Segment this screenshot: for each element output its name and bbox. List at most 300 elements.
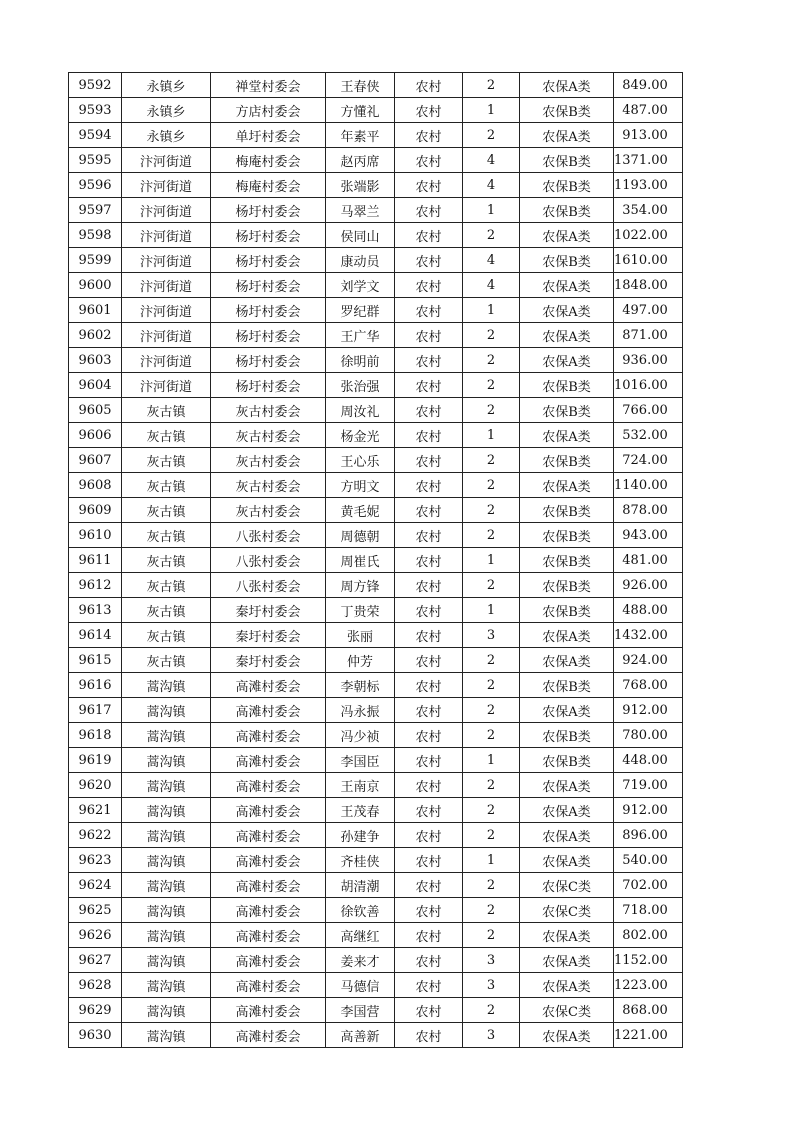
person-name-cell: 张治强 xyxy=(326,373,395,398)
household-type-cell: 农村 xyxy=(395,998,463,1023)
record-id-cell: 9623 xyxy=(69,848,122,873)
household-type-cell: 农村 xyxy=(395,823,463,848)
insurance-category-cell: 农保B类 xyxy=(520,548,614,573)
family-size-cell: 2 xyxy=(463,373,520,398)
record-id-cell: 9597 xyxy=(69,198,122,223)
record-id-cell: 9596 xyxy=(69,173,122,198)
family-size-cell: 1 xyxy=(463,298,520,323)
family-size-cell: 2 xyxy=(463,398,520,423)
record-id-cell: 9619 xyxy=(69,748,122,773)
table-row xyxy=(69,1023,683,1048)
family-size-cell: 2 xyxy=(463,823,520,848)
household-type-cell: 农村 xyxy=(395,148,463,173)
person-name-cell: 赵丙席 xyxy=(326,148,395,173)
family-size-cell: 3 xyxy=(463,1023,520,1048)
table-row xyxy=(69,423,683,448)
insurance-category-cell: 农保A类 xyxy=(520,648,614,673)
insurance-category-cell: 农保C类 xyxy=(520,998,614,1023)
person-name-cell: 年素平 xyxy=(326,123,395,148)
family-size-cell: 1 xyxy=(463,423,520,448)
amount-cell: 540.00 xyxy=(614,848,683,873)
village-committee-cell: 秦圩村委会 xyxy=(211,598,326,623)
township-cell: 灰古镇 xyxy=(122,598,211,623)
amount-cell: 1432.00 xyxy=(614,623,683,648)
person-name-cell: 李国营 xyxy=(326,998,395,1023)
village-committee-cell: 高滩村委会 xyxy=(211,673,326,698)
village-committee-cell: 高滩村委会 xyxy=(211,898,326,923)
insurance-category-cell: 农保B类 xyxy=(520,448,614,473)
table-row xyxy=(69,923,683,948)
family-size-cell: 2 xyxy=(463,498,520,523)
village-committee-cell: 灰古村委会 xyxy=(211,423,326,448)
township-cell: 蒿沟镇 xyxy=(122,973,211,998)
family-size-cell: 3 xyxy=(463,623,520,648)
village-committee-cell: 杨圩村委会 xyxy=(211,223,326,248)
family-size-cell: 2 xyxy=(463,323,520,348)
family-size-cell: 2 xyxy=(463,773,520,798)
insurance-category-cell: 农保B类 xyxy=(520,523,614,548)
table-row xyxy=(69,973,683,998)
person-name-cell: 胡清潮 xyxy=(326,873,395,898)
amount-cell: 724.00 xyxy=(614,448,683,473)
insurance-category-cell: 农保B类 xyxy=(520,198,614,223)
amount-cell: 497.00 xyxy=(614,298,683,323)
amount-cell: 849.00 xyxy=(614,73,683,98)
village-committee-cell: 单圩村委会 xyxy=(211,123,326,148)
family-size-cell: 2 xyxy=(463,523,520,548)
person-name-cell: 姜来才 xyxy=(326,948,395,973)
household-type-cell: 农村 xyxy=(395,498,463,523)
person-name-cell: 齐桂侠 xyxy=(326,848,395,873)
table-row xyxy=(69,873,683,898)
amount-cell: 719.00 xyxy=(614,773,683,798)
household-type-cell: 农村 xyxy=(395,723,463,748)
insurance-category-cell: 农保A类 xyxy=(520,623,614,648)
table-row xyxy=(69,248,683,273)
table-row xyxy=(69,223,683,248)
township-cell: 蒿沟镇 xyxy=(122,673,211,698)
household-type-cell: 农村 xyxy=(395,198,463,223)
township-cell: 蒿沟镇 xyxy=(122,848,211,873)
family-size-cell: 2 xyxy=(463,698,520,723)
village-committee-cell: 杨圩村委会 xyxy=(211,248,326,273)
village-committee-cell: 灰古村委会 xyxy=(211,448,326,473)
insurance-category-cell: 农保B类 xyxy=(520,748,614,773)
amount-cell: 924.00 xyxy=(614,648,683,673)
family-size-cell: 2 xyxy=(463,673,520,698)
amount-cell: 1193.00 xyxy=(614,173,683,198)
family-size-cell: 2 xyxy=(463,998,520,1023)
record-id-cell: 9602 xyxy=(69,323,122,348)
village-committee-cell: 高滩村委会 xyxy=(211,798,326,823)
table-row xyxy=(69,523,683,548)
township-cell: 蒿沟镇 xyxy=(122,898,211,923)
family-size-cell: 3 xyxy=(463,948,520,973)
insurance-category-cell: 农保A类 xyxy=(520,298,614,323)
person-name-cell: 王心乐 xyxy=(326,448,395,473)
household-type-cell: 农村 xyxy=(395,123,463,148)
table-row xyxy=(69,748,683,773)
record-id-cell: 9622 xyxy=(69,823,122,848)
record-id-cell: 9625 xyxy=(69,898,122,923)
village-committee-cell: 高滩村委会 xyxy=(211,948,326,973)
person-name-cell: 周方锋 xyxy=(326,573,395,598)
household-type-cell: 农村 xyxy=(395,598,463,623)
amount-cell: 1221.00 xyxy=(614,1023,683,1048)
family-size-cell: 2 xyxy=(463,573,520,598)
person-name-cell: 李朝标 xyxy=(326,673,395,698)
amount-cell: 354.00 xyxy=(614,198,683,223)
household-type-cell: 农村 xyxy=(395,398,463,423)
village-committee-cell: 高滩村委会 xyxy=(211,723,326,748)
township-cell: 汴河街道 xyxy=(122,248,211,273)
insurance-category-cell: 农保A类 xyxy=(520,1023,614,1048)
family-size-cell: 2 xyxy=(463,873,520,898)
amount-cell: 1371.00 xyxy=(614,148,683,173)
village-committee-cell: 杨圩村委会 xyxy=(211,348,326,373)
household-type-cell: 农村 xyxy=(395,923,463,948)
household-type-cell: 农村 xyxy=(395,73,463,98)
insurance-category-cell: 农保A类 xyxy=(520,773,614,798)
insurance-category-cell: 农保C类 xyxy=(520,898,614,923)
family-size-cell: 2 xyxy=(463,723,520,748)
village-committee-cell: 高滩村委会 xyxy=(211,1023,326,1048)
village-committee-cell: 方店村委会 xyxy=(211,98,326,123)
township-cell: 蒿沟镇 xyxy=(122,923,211,948)
person-name-cell: 周德朝 xyxy=(326,523,395,548)
household-type-cell: 农村 xyxy=(395,348,463,373)
insurance-category-cell: 农保A类 xyxy=(520,273,614,298)
amount-cell: 487.00 xyxy=(614,98,683,123)
household-type-cell: 农村 xyxy=(395,698,463,723)
table-row xyxy=(69,573,683,598)
amount-cell: 1016.00 xyxy=(614,373,683,398)
record-id-cell: 9604 xyxy=(69,373,122,398)
record-id-cell: 9603 xyxy=(69,348,122,373)
person-name-cell: 徐明前 xyxy=(326,348,395,373)
table-row xyxy=(69,173,683,198)
township-cell: 蒿沟镇 xyxy=(122,698,211,723)
township-cell: 灰古镇 xyxy=(122,573,211,598)
household-type-cell: 农村 xyxy=(395,173,463,198)
person-name-cell: 方懂礼 xyxy=(326,98,395,123)
record-id-cell: 9601 xyxy=(69,298,122,323)
person-name-cell: 王广华 xyxy=(326,323,395,348)
village-committee-cell: 高滩村委会 xyxy=(211,873,326,898)
table-row xyxy=(69,798,683,823)
record-id-cell: 9608 xyxy=(69,473,122,498)
household-type-cell: 农村 xyxy=(395,298,463,323)
record-id-cell: 9620 xyxy=(69,773,122,798)
township-cell: 汴河街道 xyxy=(122,323,211,348)
amount-cell: 802.00 xyxy=(614,923,683,948)
table-row xyxy=(69,323,683,348)
township-cell: 汴河街道 xyxy=(122,273,211,298)
household-type-cell: 农村 xyxy=(395,898,463,923)
insurance-category-cell: 农保A类 xyxy=(520,73,614,98)
insurance-category-cell: 农保A类 xyxy=(520,698,614,723)
family-size-cell: 2 xyxy=(463,898,520,923)
village-committee-cell: 杨圩村委会 xyxy=(211,198,326,223)
person-name-cell: 王茂春 xyxy=(326,798,395,823)
person-name-cell: 王南京 xyxy=(326,773,395,798)
family-size-cell: 3 xyxy=(463,973,520,998)
record-id-cell: 9627 xyxy=(69,948,122,973)
record-id-cell: 9617 xyxy=(69,698,122,723)
village-committee-cell: 灰古村委会 xyxy=(211,398,326,423)
township-cell: 蒿沟镇 xyxy=(122,723,211,748)
insurance-category-cell: 农保C类 xyxy=(520,873,614,898)
household-type-cell: 农村 xyxy=(395,748,463,773)
amount-cell: 913.00 xyxy=(614,123,683,148)
record-id-cell: 9624 xyxy=(69,873,122,898)
insurance-category-cell: 农保A类 xyxy=(520,423,614,448)
amount-cell: 766.00 xyxy=(614,398,683,423)
person-name-cell: 仲芳 xyxy=(326,648,395,673)
record-id-cell: 9598 xyxy=(69,223,122,248)
township-cell: 灰古镇 xyxy=(122,623,211,648)
household-type-cell: 农村 xyxy=(395,1023,463,1048)
table-row xyxy=(69,548,683,573)
village-committee-cell: 八张村委会 xyxy=(211,548,326,573)
record-id-cell: 9610 xyxy=(69,523,122,548)
village-committee-cell: 秦圩村委会 xyxy=(211,648,326,673)
table-row xyxy=(69,623,683,648)
household-type-cell: 农村 xyxy=(395,948,463,973)
person-name-cell: 罗纪群 xyxy=(326,298,395,323)
household-type-cell: 农村 xyxy=(395,973,463,998)
amount-cell: 780.00 xyxy=(614,723,683,748)
amount-cell: 1610.00 xyxy=(614,248,683,273)
township-cell: 灰古镇 xyxy=(122,423,211,448)
table-row xyxy=(69,773,683,798)
insurance-category-cell: 农保A类 xyxy=(520,798,614,823)
record-id-cell: 9626 xyxy=(69,923,122,948)
table-row xyxy=(69,673,683,698)
table-row xyxy=(69,648,683,673)
record-id-cell: 9621 xyxy=(69,798,122,823)
family-size-cell: 1 xyxy=(463,598,520,623)
record-id-cell: 9592 xyxy=(69,73,122,98)
table-row xyxy=(69,723,683,748)
family-size-cell: 4 xyxy=(463,173,520,198)
record-id-cell: 9611 xyxy=(69,548,122,573)
insurance-category-cell: 农保A类 xyxy=(520,348,614,373)
table-row xyxy=(69,998,683,1023)
family-size-cell: 2 xyxy=(463,923,520,948)
insurance-category-cell: 农保A类 xyxy=(520,323,614,348)
family-size-cell: 2 xyxy=(463,348,520,373)
village-committee-cell: 灰古村委会 xyxy=(211,498,326,523)
amount-cell: 702.00 xyxy=(614,873,683,898)
village-committee-cell: 高滩村委会 xyxy=(211,823,326,848)
insurance-category-cell: 农保A类 xyxy=(520,973,614,998)
table-row xyxy=(69,298,683,323)
insurance-category-cell: 农保B类 xyxy=(520,673,614,698)
record-id-cell: 9629 xyxy=(69,998,122,1023)
household-type-cell: 农村 xyxy=(395,473,463,498)
amount-cell: 718.00 xyxy=(614,898,683,923)
amount-cell: 926.00 xyxy=(614,573,683,598)
record-id-cell: 9615 xyxy=(69,648,122,673)
township-cell: 永镇乡 xyxy=(122,73,211,98)
village-committee-cell: 八张村委会 xyxy=(211,523,326,548)
insurance-category-cell: 农保B类 xyxy=(520,248,614,273)
household-type-cell: 农村 xyxy=(395,623,463,648)
table-row xyxy=(69,373,683,398)
table-row xyxy=(69,898,683,923)
amount-cell: 936.00 xyxy=(614,348,683,373)
insurance-category-cell: 农保B类 xyxy=(520,98,614,123)
family-size-cell: 2 xyxy=(463,473,520,498)
township-cell: 蒿沟镇 xyxy=(122,823,211,848)
township-cell: 灰古镇 xyxy=(122,548,211,573)
insurance-category-cell: 农保A类 xyxy=(520,823,614,848)
table-row xyxy=(69,823,683,848)
township-cell: 蒿沟镇 xyxy=(122,748,211,773)
township-cell: 灰古镇 xyxy=(122,498,211,523)
record-id-cell: 9614 xyxy=(69,623,122,648)
person-name-cell: 张端影 xyxy=(326,173,395,198)
insurance-category-cell: 农保B类 xyxy=(520,398,614,423)
family-size-cell: 2 xyxy=(463,648,520,673)
amount-cell: 1223.00 xyxy=(614,973,683,998)
family-size-cell: 1 xyxy=(463,98,520,123)
township-cell: 灰古镇 xyxy=(122,523,211,548)
household-type-cell: 农村 xyxy=(395,98,463,123)
insurance-category-cell: 农保A类 xyxy=(520,848,614,873)
township-cell: 灰古镇 xyxy=(122,473,211,498)
family-size-cell: 1 xyxy=(463,198,520,223)
amount-cell: 896.00 xyxy=(614,823,683,848)
record-id-cell: 9628 xyxy=(69,973,122,998)
village-committee-cell: 秦圩村委会 xyxy=(211,623,326,648)
record-id-cell: 9630 xyxy=(69,1023,122,1048)
record-id-cell: 9616 xyxy=(69,673,122,698)
record-id-cell: 9618 xyxy=(69,723,122,748)
village-committee-cell: 高滩村委会 xyxy=(211,848,326,873)
amount-cell: 868.00 xyxy=(614,998,683,1023)
insurance-category-cell: 农保B类 xyxy=(520,173,614,198)
record-id-cell: 9595 xyxy=(69,148,122,173)
amount-cell: 532.00 xyxy=(614,423,683,448)
village-committee-cell: 高滩村委会 xyxy=(211,998,326,1023)
household-type-cell: 农村 xyxy=(395,273,463,298)
person-name-cell: 康动员 xyxy=(326,248,395,273)
insurance-category-cell: 农保A类 xyxy=(520,923,614,948)
record-id-cell: 9593 xyxy=(69,98,122,123)
person-name-cell: 丁贵荣 xyxy=(326,598,395,623)
person-name-cell: 黄毛妮 xyxy=(326,498,395,523)
family-size-cell: 4 xyxy=(463,148,520,173)
township-cell: 汴河街道 xyxy=(122,198,211,223)
township-cell: 汴河街道 xyxy=(122,223,211,248)
household-type-cell: 农村 xyxy=(395,773,463,798)
insurance-category-cell: 农保B类 xyxy=(520,573,614,598)
family-size-cell: 4 xyxy=(463,273,520,298)
table-row xyxy=(69,598,683,623)
table-row xyxy=(69,398,683,423)
person-name-cell: 徐钦善 xyxy=(326,898,395,923)
amount-cell: 481.00 xyxy=(614,548,683,573)
household-type-cell: 农村 xyxy=(395,648,463,673)
household-type-cell: 农村 xyxy=(395,673,463,698)
village-committee-cell: 杨圩村委会 xyxy=(211,323,326,348)
village-committee-cell: 高滩村委会 xyxy=(211,773,326,798)
amount-cell: 488.00 xyxy=(614,598,683,623)
township-cell: 灰古镇 xyxy=(122,448,211,473)
table-row xyxy=(69,98,683,123)
table-row xyxy=(69,348,683,373)
village-committee-cell: 高滩村委会 xyxy=(211,973,326,998)
insurance-category-cell: 农保A类 xyxy=(520,123,614,148)
insurance-category-cell: 农保A类 xyxy=(520,473,614,498)
township-cell: 蒿沟镇 xyxy=(122,948,211,973)
record-id-cell: 9605 xyxy=(69,398,122,423)
person-name-cell: 马翠兰 xyxy=(326,198,395,223)
township-cell: 蒿沟镇 xyxy=(122,773,211,798)
household-type-cell: 农村 xyxy=(395,323,463,348)
household-type-cell: 农村 xyxy=(395,448,463,473)
township-cell: 蒿沟镇 xyxy=(122,1023,211,1048)
insurance-category-cell: 农保B类 xyxy=(520,598,614,623)
village-committee-cell: 杨圩村委会 xyxy=(211,298,326,323)
amount-cell: 1022.00 xyxy=(614,223,683,248)
village-committee-cell: 梅庵村委会 xyxy=(211,173,326,198)
table-row xyxy=(69,498,683,523)
person-name-cell: 冯少祯 xyxy=(326,723,395,748)
record-id-cell: 9600 xyxy=(69,273,122,298)
record-id-cell: 9594 xyxy=(69,123,122,148)
person-name-cell: 李国臣 xyxy=(326,748,395,773)
insurance-category-cell: 农保A类 xyxy=(520,948,614,973)
household-type-cell: 农村 xyxy=(395,248,463,273)
family-size-cell: 1 xyxy=(463,748,520,773)
township-cell: 灰古镇 xyxy=(122,648,211,673)
table-row xyxy=(69,148,683,173)
township-cell: 蒿沟镇 xyxy=(122,873,211,898)
village-committee-cell: 高滩村委会 xyxy=(211,698,326,723)
amount-cell: 1140.00 xyxy=(614,473,683,498)
record-id-cell: 9606 xyxy=(69,423,122,448)
amount-cell: 912.00 xyxy=(614,798,683,823)
township-cell: 蒿沟镇 xyxy=(122,798,211,823)
village-committee-cell: 杨圩村委会 xyxy=(211,373,326,398)
amount-cell: 768.00 xyxy=(614,673,683,698)
amount-cell: 943.00 xyxy=(614,523,683,548)
person-name-cell: 侯同山 xyxy=(326,223,395,248)
person-name-cell: 周汝礼 xyxy=(326,398,395,423)
insurance-category-cell: 农保B类 xyxy=(520,498,614,523)
township-cell: 汴河街道 xyxy=(122,298,211,323)
township-cell: 汴河街道 xyxy=(122,348,211,373)
household-type-cell: 农村 xyxy=(395,523,463,548)
household-type-cell: 农村 xyxy=(395,223,463,248)
insurance-category-cell: 农保B类 xyxy=(520,373,614,398)
record-id-cell: 9599 xyxy=(69,248,122,273)
family-size-cell: 2 xyxy=(463,448,520,473)
household-type-cell: 农村 xyxy=(395,373,463,398)
amount-cell: 871.00 xyxy=(614,323,683,348)
person-name-cell: 高继红 xyxy=(326,923,395,948)
village-committee-cell: 高滩村委会 xyxy=(211,923,326,948)
table-row xyxy=(69,948,683,973)
table-row xyxy=(69,273,683,298)
amount-cell: 448.00 xyxy=(614,748,683,773)
records-table xyxy=(68,72,683,1048)
person-name-cell: 孙建争 xyxy=(326,823,395,848)
table-row xyxy=(69,198,683,223)
